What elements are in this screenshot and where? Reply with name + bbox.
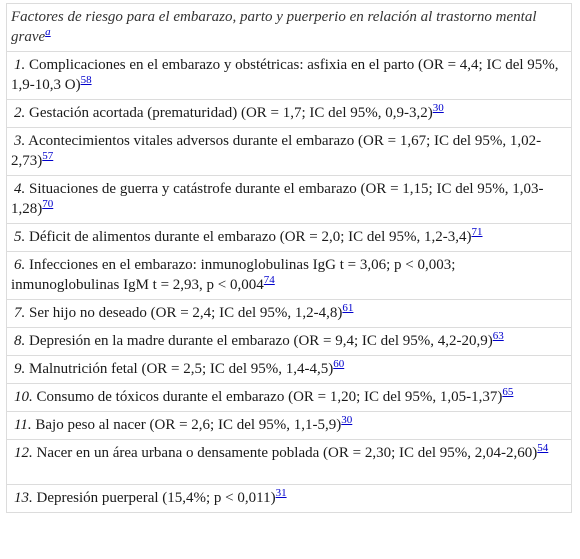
row-text: Déficit de alimentos durante el embarazo (OR = 2,0; IC del 95%, 1,2-3,4) — [25, 229, 472, 245]
row-number: 13. — [14, 490, 33, 506]
row-text: Consumo de tóxicos durante el embarazo (OR = 1,20; IC del 95%, 1,05-1,37) — [32, 389, 503, 405]
row-number: 10. — [14, 389, 33, 405]
reference-link[interactable]: 63 — [492, 330, 504, 342]
row-number: 9. — [14, 361, 26, 377]
table-row — [7, 176, 572, 224]
row-number: 4. — [14, 181, 26, 197]
row-number: 1. — [14, 57, 26, 73]
table-row — [7, 356, 572, 384]
row-text: Infecciones en el embarazo: inmunoglobulinas IgG t = 3,06; p < 0,003; inmunoglobulinas IgM t = 2,93, p < 0,004 — [11, 257, 456, 293]
table-row — [7, 128, 572, 176]
table-row — [7, 384, 572, 412]
row-number: 12. — [14, 445, 33, 461]
table-cell — [7, 100, 572, 128]
table-cell — [7, 176, 572, 224]
table-row — [7, 328, 572, 356]
table-cell — [7, 52, 572, 100]
reference-link[interactable]: 30 — [341, 414, 353, 426]
reference-link[interactable]: 58 — [80, 74, 92, 86]
table-row — [7, 224, 572, 252]
table-cell — [7, 128, 572, 176]
table-row — [7, 300, 572, 328]
reference-link[interactable]: 61 — [342, 302, 354, 314]
reference-link[interactable]: 60 — [333, 358, 345, 370]
row-number: 5. — [14, 229, 26, 245]
table-cell — [7, 252, 572, 300]
table-cell — [7, 356, 572, 384]
table-row — [7, 100, 572, 128]
row-number: 6. — [14, 257, 26, 273]
table-cell — [7, 328, 572, 356]
reference-link[interactable]: 30 — [432, 102, 444, 114]
table-caption-text: Factores de riesgo para el embarazo, parto y puerperio en relación al trastorno mental grave — [11, 9, 537, 45]
risk-factors-table — [6, 3, 572, 513]
row-text: Malnutrición fetal (OR = 2,5; IC del 95%, 1,4-4,5) — [25, 361, 334, 377]
row-text: Ser hijo no deseado (OR = 2,4; IC del 95%, 1,2-4,8) — [25, 305, 343, 321]
row-text: Complicaciones en el embarazo y obstétricas: asfixia en el parto (OR = 4,4; IC del 95%, 1,9-10,3 O) — [11, 57, 559, 93]
table-cell — [7, 440, 572, 485]
reference-link[interactable]: 54 — [537, 442, 549, 454]
row-number: 8. — [14, 333, 26, 349]
row-text: Situaciones de guerra y catástrofe durante el embarazo (OR = 1,15; IC del 95%, 1,03-1,28) — [11, 181, 544, 217]
row-text: Acontecimientos vitales adversos durante el embarazo (OR = 1,67; IC del 95%, 1,02-2,73) — [11, 133, 542, 169]
table-cell — [7, 485, 572, 513]
table-row — [7, 440, 572, 485]
reference-link[interactable]: 57 — [42, 150, 54, 162]
reference-link[interactable]: 70 — [42, 198, 54, 210]
caption-footnote-link[interactable]: a — [45, 26, 51, 38]
table-caption — [7, 4, 572, 52]
row-number: 11. — [14, 417, 32, 433]
row-number: 3. — [14, 133, 26, 149]
table-cell — [7, 412, 572, 440]
table-row — [7, 485, 572, 513]
reference-link[interactable]: 31 — [275, 487, 287, 499]
reference-link[interactable]: 65 — [502, 386, 514, 398]
row-text: Depresión en la madre durante el embarazo (OR = 9,4; IC del 95%, 4,2-20,9) — [25, 333, 493, 349]
row-text: Depresión puerperal (15,4%; p < 0,011) — [32, 490, 276, 506]
table-cell — [7, 384, 572, 412]
row-number: 7. — [14, 305, 26, 321]
row-text: Nacer en un área urbana o densamente poblada (OR = 2,30; IC del 95%, 2,04-2,60) — [32, 445, 538, 461]
row-text: Gestación acortada (prematuridad) (OR = 1,7; IC del 95%, 0,9-3,2) — [25, 105, 433, 121]
row-number: 2. — [14, 105, 26, 121]
reference-link[interactable]: 71 — [471, 226, 483, 238]
table-row — [7, 52, 572, 100]
row-text: Bajo peso al nacer (OR = 2,6; IC del 95%, 1,1-5,9) — [31, 417, 342, 433]
table-cell — [7, 300, 572, 328]
reference-link[interactable]: 74 — [263, 274, 275, 286]
table-caption-row — [7, 4, 572, 52]
table-cell — [7, 224, 572, 252]
table-row — [7, 252, 572, 300]
table-row — [7, 412, 572, 440]
